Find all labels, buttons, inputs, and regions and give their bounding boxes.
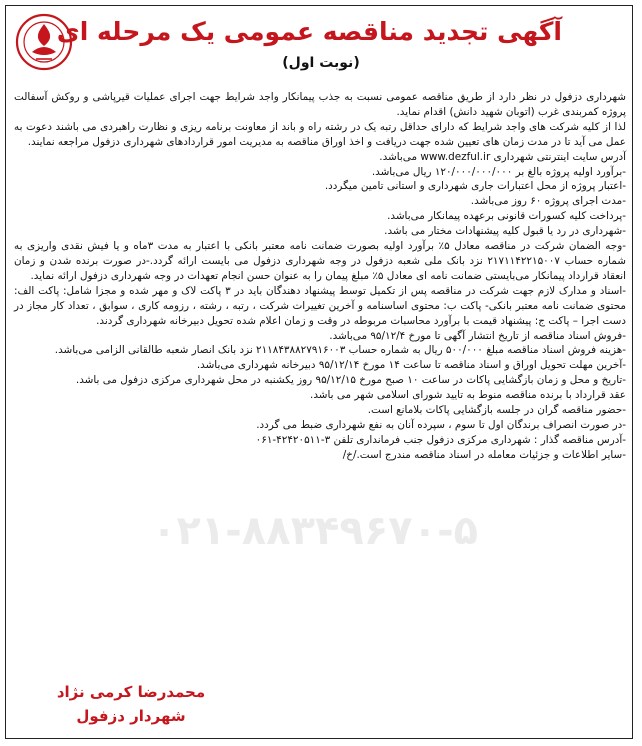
paragraph: -اسناد و مدارک لازم جهت شرکت در مناقصه پس از تکمیل توسط پیشنهاد دهندگان باید در ۳ پاکت لاک و مهر شده و مجزا شامل: پاکت الف: محتوی ضمانت نامه معتبر بانکی- پاکت ب: محتوی اساسنامه و آخرین تغییرات شرکت ، رتبه ، رشته ، رزومه کاری ، سوابق ، تعداد کار مجاز در دست اجرا – پاکت ج: پیشنهاد قیمت با برآورد محاسبات مربوطه در وقت و زمان اعلام شده تحویل دبیرخانه شهرداری گردند. xyxy=(14,284,626,327)
paragraph: شهرداری دزفول در نظر دارد از طریق مناقصه عمومی نسبت به جذب پیمانکار واجد شرایط جهت اجرای عملیات قیرپاشی و روکش آسفالت پروژه کمربندی غرب (اتوبان شهید دانش) اقدام نماید. xyxy=(14,91,626,118)
signature-block xyxy=(26,680,236,728)
website-line: آدرس سایت اینترنتی شهرداری www.dezful.ir می‌باشد. xyxy=(379,150,626,163)
paragraph: -پرداخت کلیه کسورات قانونی برعهده پیمانکار می‌باشد. xyxy=(387,210,626,223)
paragraph: -هزینه فروش اسناد مناقصه مبلغ ۵۰۰/۰۰۰ ریال به شماره حساب ۲۱۱۸۴۳۸۸۲۷۹۱۶۰۰۳ نزد بانک انصار شعبه طالقانی الزامی می‌باشد. xyxy=(54,344,626,357)
notice-body xyxy=(14,90,626,463)
phone-watermark: ۰۲۱-۸۸۳۴۹۶۷۰-۵ xyxy=(151,508,479,554)
paragraph: -سایر اطلاعات و جزئیات معامله در اسناد مناقصه مندرج است./خ/ xyxy=(342,448,626,461)
paragraph: -فروش اسناد مناقصه از تاریخ انتشار آگهی تا مورخ ۹۵/۱۲/۴ می‌باشد. xyxy=(329,329,626,342)
signer-name: محمدرضا کرمی نژاد xyxy=(56,683,206,701)
paragraph: عقد قرارداد با برنده مناقصه منوط به تایید شورای اسلامی شهر می باشد. xyxy=(310,389,626,402)
paragraph: -شهرداری در رد یا قبول کلیه پیشنهادات مختار می باشد. xyxy=(384,225,626,238)
paragraph: -وجه الضمان شرکت در مناقصه معادل ۵٪ برآورد اولیه بصورت ضمانت نامه معتبر بانکی با اعتبار به مدت ۳ماه و یا فیش نقدی واریزی به شماره حساب ۲۱۷۱۱۴۲۲۱۵۰۰۷ نزد بانک ملی شعبه دزفول در وجه شهرداری دزفول می بایست ارائه گردد.-در صورت برنده شدن و زمان انعقاد قرارداد پیمانکار می‌بایستی ضمانت نامه ای معادل ۵٪ مبلغ پیمان را به عنوان حسن انجام تعهدات در وجه شهرداری دزفول ارائه نماید. xyxy=(14,240,626,282)
paragraph: -مدت اجرای پروژه ۶۰ روز می‌باشد. xyxy=(470,195,626,208)
paragraph: -اعتبار پروژه از محل اعتبارات جاری شهرداری و استانی تامین میگردد. xyxy=(324,180,626,193)
signer-role: شهردار دزفول xyxy=(76,707,186,725)
paragraph: -آخرین مهلت تحویل اوراق و اسناد مناقصه تا ساعت ۱۴ مورخ ۹۵/۱۲/۱۴ دبیرخانه شهرداری می‌باشد. xyxy=(196,359,626,372)
paragraph: لذا از کلیه شرکت های واجد شرایط که دارای حداقل رتبه یک در رشته راه و باند از معاونت برنامه ریزی و نظارت راهبردی می باشند دعوت به عمل می آید تا در مدت زمان های تعیین شده جهت دریافت و اخذ اوراق مناقصه به مدیریت امور قراردادهای شهرداری دزفول مراجعه نمایند. xyxy=(14,120,626,148)
paragraph: -در صورت انصراف برندگان اول تا سوم ، سپرده آنان به نفع شهرداری ضبط می گردد. xyxy=(256,418,626,431)
address-line: -آدرس مناقصه گذار : شهرداری مرکزی دزفول جنب فرمانداری تلفن ۳-۴۲۴۲۰۵۱۱-۰۶۱ xyxy=(255,433,626,446)
paragraph: -تاریخ و محل و زمان بازگشایی پاکات در ساعت ۱۰ صبح مورخ ۹۵/۱۲/۱۵ روز یکشنبه در محل شهرداری مرکزی دزفول می باشد. xyxy=(75,374,626,387)
notice-subtitle: (نوبت اول) xyxy=(282,55,360,71)
notice-title: آگهی تجدید مناقصه عمومی یک مرحله ای xyxy=(56,17,562,46)
paragraph: -حضور مناقصه گران در جلسه بازگشایی پاکات بلامانع است. xyxy=(367,404,626,417)
paragraph: -برآورد اولیه پروژه بالغ بر ۱۲۰/۰۰۰/۰۰۰/۰۰۰ ریال می‌باشد. xyxy=(371,165,626,178)
